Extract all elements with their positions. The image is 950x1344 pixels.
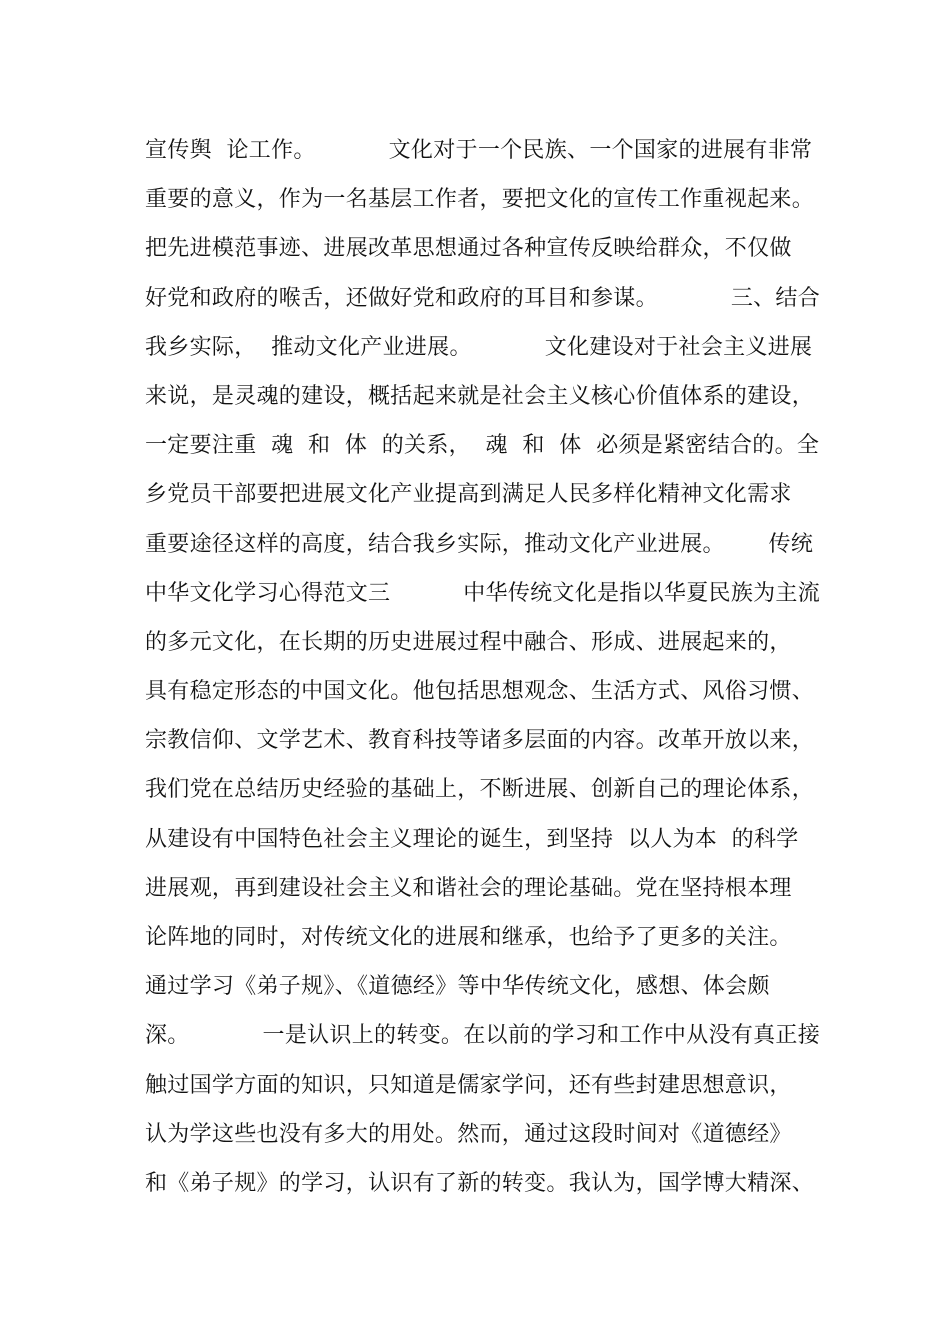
text-line: 重要的意义，作为一名基层工作者，要把文化的宣传工作重视起来。: [145, 187, 815, 213]
text-line: 好党和政府的喉舌，还做好党和政府的耳目和参谋。 三、结合: [145, 285, 821, 311]
text-line: 的多元文化，在长期的历史进展过程中融合、形成、进展起来的，: [145, 629, 792, 655]
text-line: 重要途径这样的高度，结合我乡实际，推动文化产业进展。 传统: [145, 531, 814, 557]
text-line: 通过学习《弟子规》、《道德经》等中华传统文化，感想、体会颇: [145, 974, 770, 1000]
text-line: 把先进模范事迹、进展改革思想通过各种宣传反映给群众，不仅做: [145, 236, 792, 262]
text-line: 认为学这些也没有多大的用处。然而，通过这段时间对《道德经》: [145, 1121, 792, 1147]
text-line: 具有稳定形态的中国文化。他包括思想观念、生活方式、风俗习惯、: [145, 679, 815, 705]
text-line: 一定要注重 魂 和 体 的关系， 魂 和 体 必须是紧密结合的。全: [145, 433, 820, 459]
text-line: 乡党员干部要把进展文化产业提高到满足人民多样化精神文化需求: [145, 482, 792, 508]
text-line: 来说，是灵魂的建设，概括起来就是社会主义核心价值体系的建设，: [145, 383, 815, 409]
text-line: 论阵地的同时，对传统文化的进展和继承，也给予了更多的关注。: [145, 925, 792, 950]
text-line: 宗教信仰、文学艺术、教育科技等诸多层面的内容。改革开放以来，: [145, 728, 815, 754]
text-line: 中华文化学习心得范文三 中华传统文化是指以华夏民族为主流: [145, 580, 821, 606]
text-line: 宣传舆 论工作。 文化对于一个民族、一个国家的进展有非常: [145, 138, 813, 163]
text-line: 我乡实际， 推动文化产业进展。 文化建设对于社会主义进展: [145, 334, 813, 360]
text-line: 我们党在总结历史经验的基础上，不断进展、创新自己的理论体系，: [145, 777, 815, 803]
text-line: 深。 一是认识上的转变。在以前的学习和工作中从没有真正接: [145, 1023, 821, 1049]
text-line: 触过国学方面的知识，只知道是儒家学问，还有些封建思想意识，: [145, 1072, 792, 1098]
text-line: 进展观，再到建设社会主义和谐社会的理论基础。党在坚持根本理: [145, 875, 792, 901]
body-text: [145, 131, 845, 1213]
text-line: 从建设有中国特色社会主义理论的诞生，到坚持 以人为本 的科学: [145, 826, 799, 852]
text-line: 和《弟子规》的学习，认识有了新的转变。我认为，国学博大精深、: [145, 1170, 815, 1196]
